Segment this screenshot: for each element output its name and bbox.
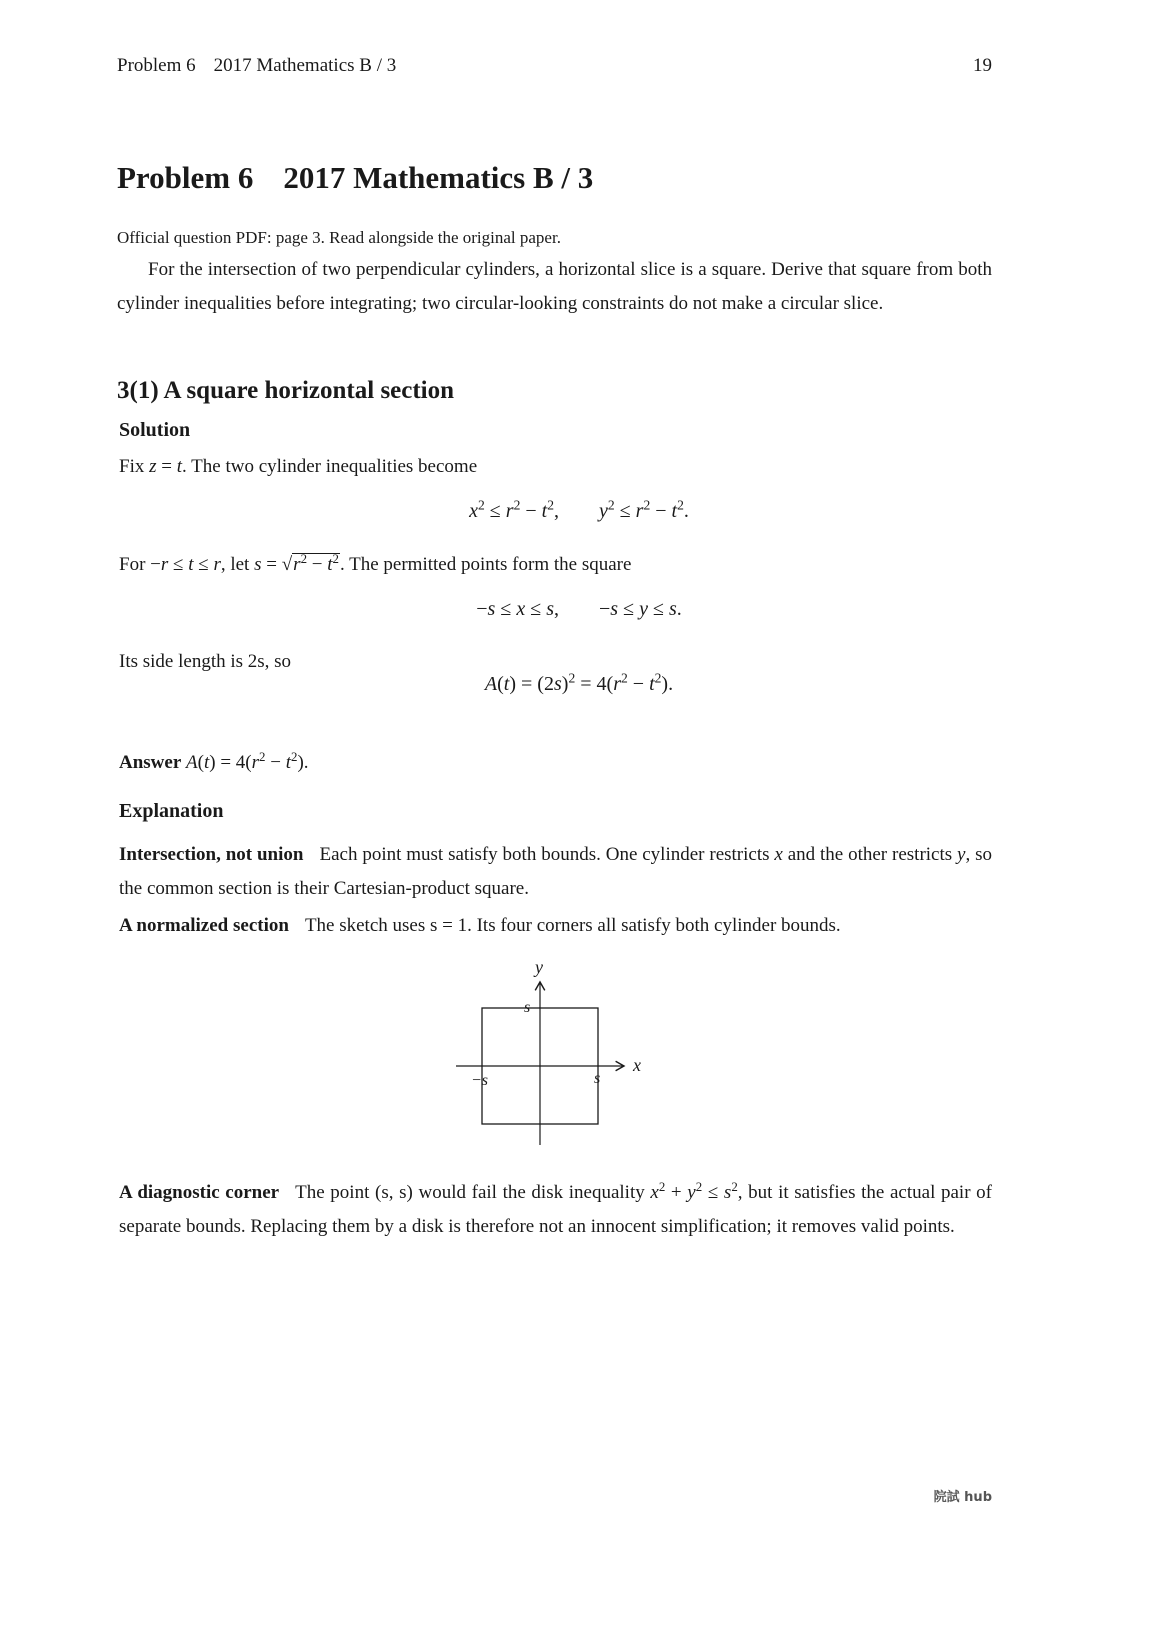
running-header — [117, 55, 396, 77]
diagnostic-label: A diagnostic corner — [119, 1182, 280, 1203]
cylinder-inequalities-equation: $x^2 \le r^2 - t^2$, $y^2 \le r^2 - t^2$. — [469, 497, 689, 522]
page-title-problem: Problem 6 — [117, 160, 254, 195]
for-text-1: For — [119, 554, 151, 575]
solution-label: Solution — [119, 419, 191, 441]
intersection-text-2: and the other restricts — [787, 844, 953, 865]
fix-line: Fix z = t. The two cylinder inequalities become — [119, 456, 478, 477]
diagnostic-paragraph: A diagnostic corner The point (s, s) would fail the disk inequality $x^2 + y^2 \le s^2$, but it satisfies the actual pair of separate bounds. Replacing them by a disk is therefore not an innocent simplification; it removes valid points. — [119, 1178, 993, 1237]
intro-paragraph: For the intersection of two perpendicular cylinders, a horizontal slice is a square. Derive that square from both cylinder inequalities before integrating; two circular-looking constraints do not make a circular slice. — [117, 259, 992, 314]
square-section-figure — [450, 955, 690, 1155]
y-axis-label: y — [535, 957, 543, 977]
answer-label: Answer — [119, 752, 182, 773]
for-line: For −r ≤ t ≤ r, let $s = √r^2 - t^2$. The permitted points form the square — [119, 550, 632, 575]
intersection-paragraph: Intersection, not union Each point must satisfy both bounds. One cylinder restricts x and the other restricts y, so the common section is their Cartesian-product square. — [119, 844, 992, 899]
diagnostic-text-1: The point (s, s) would fail the disk inequality — [295, 1182, 645, 1203]
diagnostic-text-2: , but it satisfies the actual pair of separate bounds. Replacing them by a disk is therefore not an innocent simplification; it removes valid points. — [119, 1182, 993, 1237]
top-label: s — [524, 999, 531, 1016]
running-header-exam: 2017 Mathematics B / 3 — [213, 55, 397, 76]
for-text-2: , let — [220, 554, 255, 575]
left-label: −s — [471, 1072, 489, 1089]
section-heading: 3(1) A square horizontal section — [117, 377, 455, 404]
intersection-label: Intersection, not union — [119, 844, 304, 865]
fix-math: z — [149, 456, 157, 477]
square-bounds-equation: −s ≤ x ≤ s, −s ≤ y ≤ s. — [476, 598, 682, 620]
fix-text-2: . The two cylinder inequalities become — [182, 456, 478, 477]
for-text-3: . The permitted points form the square — [339, 554, 632, 575]
page-title — [117, 160, 593, 196]
right-label: s — [594, 1070, 601, 1087]
normalized-paragraph — [119, 909, 999, 943]
fix-text-1: Fix — [119, 456, 150, 477]
page-title-exam: 2017 Mathematics B / 3 — [283, 160, 594, 195]
normalized-text: The sketch uses s = 1. Its four corners all satisfy both cylinder bounds. — [304, 915, 841, 936]
intersection-text-1: Each point must satisfy both bounds. One cylinder restricts — [319, 844, 770, 865]
side-length-text: Its side length is 2s, so — [119, 651, 292, 672]
footer-brand: 院試 hub — [933, 1490, 992, 1505]
normalized-label: A normalized section — [119, 915, 289, 936]
answer-line: Answer $A(t) = 4(r^2 - t^2)$. — [119, 748, 309, 773]
x-axis-label: x — [633, 1055, 641, 1075]
area-equation: $A(t) = (2s)^2 = 4(r^2 - t^2)$. — [484, 670, 674, 695]
explanation-label: Explanation — [119, 800, 224, 822]
intersection-text-3: , so the common section is their Cartesian-product square. — [119, 844, 992, 899]
page-number: 19 — [973, 55, 992, 76]
source-note: Official question PDF: page 3. Read alongside the original paper. — [117, 228, 561, 247]
running-header-problem: Problem 6 — [117, 55, 196, 76]
